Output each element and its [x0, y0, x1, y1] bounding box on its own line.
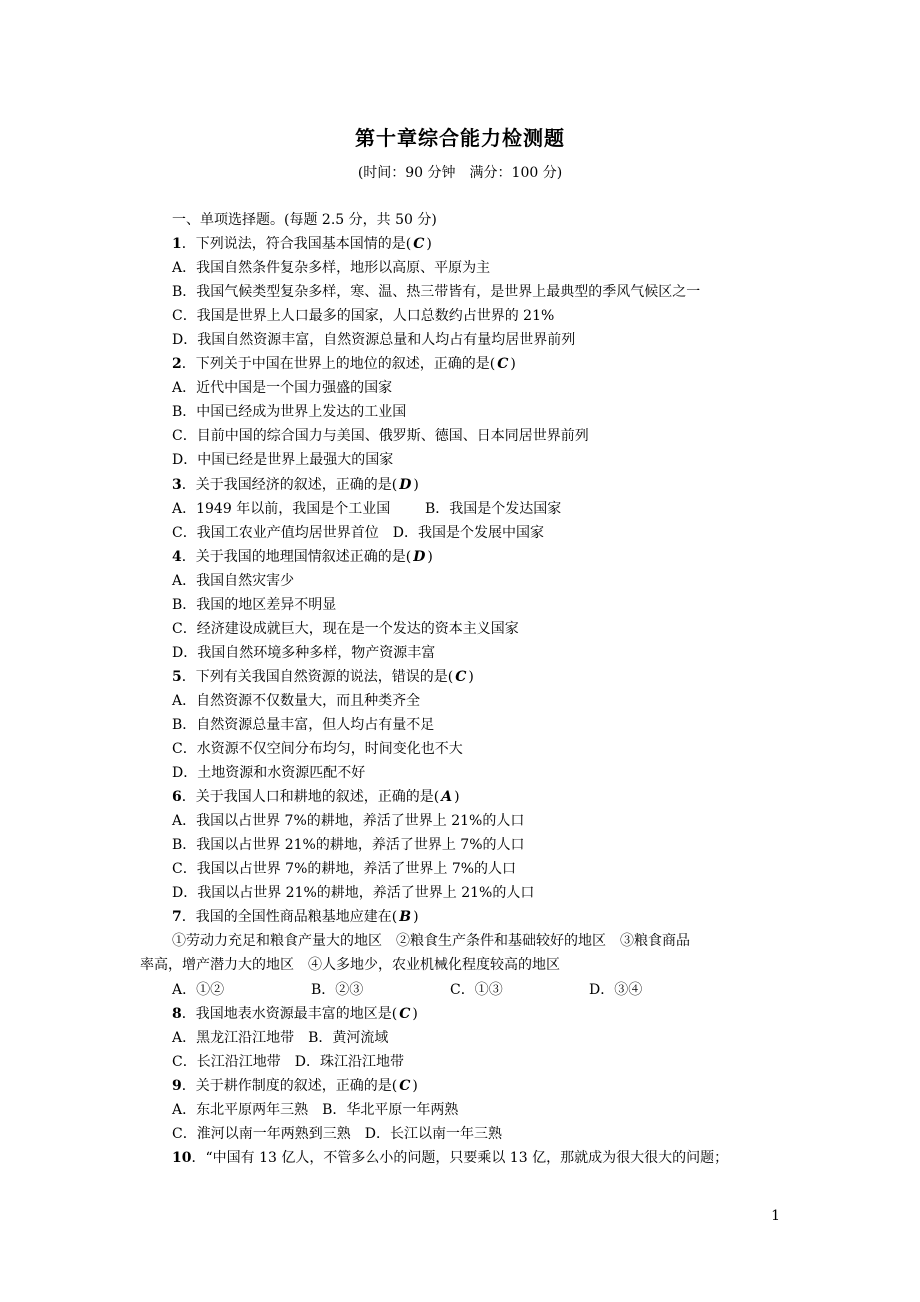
option: B．我国的地区差异不明显 [172, 596, 337, 613]
option-row [140, 1098, 790, 1122]
question-3 [140, 473, 790, 497]
option: D．我国自然环境多种多样，物产资源丰富 [172, 644, 436, 661]
option-row [140, 978, 790, 1002]
page-title: 第十章综合能力检测题 [355, 126, 565, 150]
answer: B [399, 909, 412, 926]
option: C．水资源不仅空间分布均匀，时间变化也不大 [172, 741, 463, 758]
question-2 [140, 352, 790, 376]
option: B．我国气候类型复杂多样，寒、温、热三带皆有，是世界上最典型的季风气候区之一 [172, 284, 701, 301]
option-row [140, 1050, 790, 1074]
answer: C [455, 668, 467, 685]
option: D．土地资源和水资源匹配不好 [172, 765, 366, 782]
answer: C [399, 1005, 411, 1022]
question-10 [140, 1146, 790, 1170]
option: D．我国是个发展中国家 [392, 524, 544, 541]
paren-close: ) [413, 909, 419, 926]
option: A．我国自然灾害少 [172, 572, 295, 589]
option: B．我国是个发达国家 [425, 500, 562, 517]
option: C．目前中国的综合国力与美国、俄罗斯、德国、日本同居世界前列 [172, 428, 589, 445]
option: C．我国以占世界 7%的耕地，养活了世界上 7%的人口 [172, 861, 517, 878]
option: D．我国自然资源丰富，自然资源总量和人均占有量均居世界前列 [172, 332, 576, 349]
question-stem: ．关于我国的地理国情叙述正确的是( [181, 548, 412, 565]
option: A．我国以占世界 7%的耕地，养活了世界上 21%的人口 [172, 813, 525, 830]
option: D．长江以南一年三熟 [364, 1125, 502, 1142]
question-number: 4 [172, 548, 182, 565]
spacer [294, 1026, 308, 1050]
option: B．华北平原一年两熟 [322, 1101, 459, 1118]
option: B．我国以占世界 21%的耕地，养活了世界上 7%的人口 [172, 837, 525, 854]
spacer [379, 521, 393, 545]
option: C．长江沿江地带 [172, 1053, 281, 1070]
answer: C [497, 356, 509, 373]
answer: D [399, 476, 412, 493]
option: C．我国工农业产值均居世界首位 [172, 524, 379, 541]
section-heading: 一、单项选择题。(每题 2.5 分，共 50 分) [172, 212, 437, 228]
question-number: 1 [172, 236, 182, 253]
paren-close: ) [412, 1005, 418, 1022]
question-number: 6 [172, 789, 182, 806]
question-6 [140, 785, 790, 809]
option: A．①② [172, 981, 225, 998]
option: C．淮河以南一年两熟到三熟 [172, 1125, 351, 1142]
paren-close: ) [468, 668, 474, 685]
question-list [140, 208, 790, 1170]
page-number: 1 [771, 1208, 780, 1224]
question-stem: ．下列说法，符合我国基本国情的是( [181, 236, 412, 253]
answer: C [399, 1077, 411, 1094]
option: A．我国自然条件复杂多样，地形以高原、平原为主 [172, 260, 491, 277]
question-5 [140, 665, 790, 689]
question-stem: ．“中国有 13 亿人，不管多么小的问题，只要乘以 13 亿，那就成为很大很大的问题； [191, 1149, 729, 1166]
option: D．我国以占世界 21%的耕地，养活了世界上 21%的人口 [172, 885, 535, 902]
question-number: 5 [172, 668, 182, 685]
question-stem: ．我国的全国性商品粮基地应建在( [181, 909, 398, 926]
option: D．珠江沿江地带 [294, 1053, 404, 1070]
option-row [140, 521, 790, 545]
paren-close: ) [510, 356, 516, 373]
option-row [140, 1026, 790, 1050]
option: A．自然资源不仅数量大，而且种类齐全 [172, 692, 421, 709]
question-stem: ．下列关于中国在世界上的地位的叙述，正确的是( [181, 356, 496, 373]
option: B．自然资源总量丰富，但人均占有量不足 [172, 716, 435, 733]
question-number: 3 [172, 476, 182, 493]
page-subtitle: (时间：90 分钟 满分：100 分) [357, 165, 563, 181]
question-stem: ．关于耕作制度的叙述，正确的是( [181, 1077, 398, 1094]
option: A．近代中国是一个国力强盛的国家 [172, 380, 393, 397]
paren-close: ) [454, 789, 460, 806]
question-stem: ．关于我国经济的叙述，正确的是( [181, 476, 398, 493]
question-7 [140, 905, 790, 929]
paren-close: ) [427, 548, 433, 565]
option-row [140, 1122, 790, 1146]
option: C．我国是世界上人口最多的国家，人口总数约占世界的 21% [172, 308, 555, 325]
question-number: 9 [172, 1077, 182, 1094]
option: B．黄河流域 [308, 1029, 389, 1046]
question-number: 2 [172, 356, 182, 373]
option: A．东北平原两年三熟 [172, 1101, 309, 1118]
paren-close: ) [413, 476, 419, 493]
option: A．黑龙江沿江地带 [172, 1029, 295, 1046]
question-9 [140, 1074, 790, 1098]
question-number: 10 [172, 1149, 192, 1166]
option: B．②③ [311, 981, 364, 998]
spacer [281, 1050, 295, 1074]
answer: A [441, 789, 453, 806]
question-number: 8 [172, 1005, 182, 1022]
option: D．中国已经是世界上最强大的国家 [172, 452, 394, 469]
question-1 [140, 232, 790, 256]
answer: C [413, 236, 425, 253]
question-number: 7 [172, 909, 182, 926]
spacer [351, 1122, 365, 1146]
option: C．经济建设成就巨大，现在是一个发达的资本主义国家 [172, 620, 519, 637]
option: C．①③ [450, 981, 503, 998]
spacer [308, 1098, 322, 1122]
option-row [140, 497, 790, 521]
question-stem: ．我国地表水资源最丰富的地区是( [181, 1005, 398, 1022]
question-stem: ．关于我国人口和耕地的叙述，正确的是( [181, 789, 440, 806]
question-context: 率高，增产潜力大的地区 ④人多地少，农业机械化程度较高的地区 [140, 957, 560, 974]
answer: D [413, 548, 426, 565]
question-8 [140, 1002, 790, 1026]
question-context: ①劳动力充足和粮食产量大的地区 ②粮食生产条件和基础较好的地区 ③粮食商品 [172, 933, 690, 950]
question-stem: ．下列有关我国自然资源的说法，错误的是( [181, 668, 454, 685]
option: A．1949 年以前，我国是个工业国 [172, 500, 391, 517]
option: B．中国已经成为世界上发达的工业国 [172, 404, 407, 421]
option: D．③④ [589, 981, 643, 998]
paren-close: ) [426, 236, 432, 253]
paren-close: ) [412, 1077, 418, 1094]
question-4 [140, 545, 790, 569]
